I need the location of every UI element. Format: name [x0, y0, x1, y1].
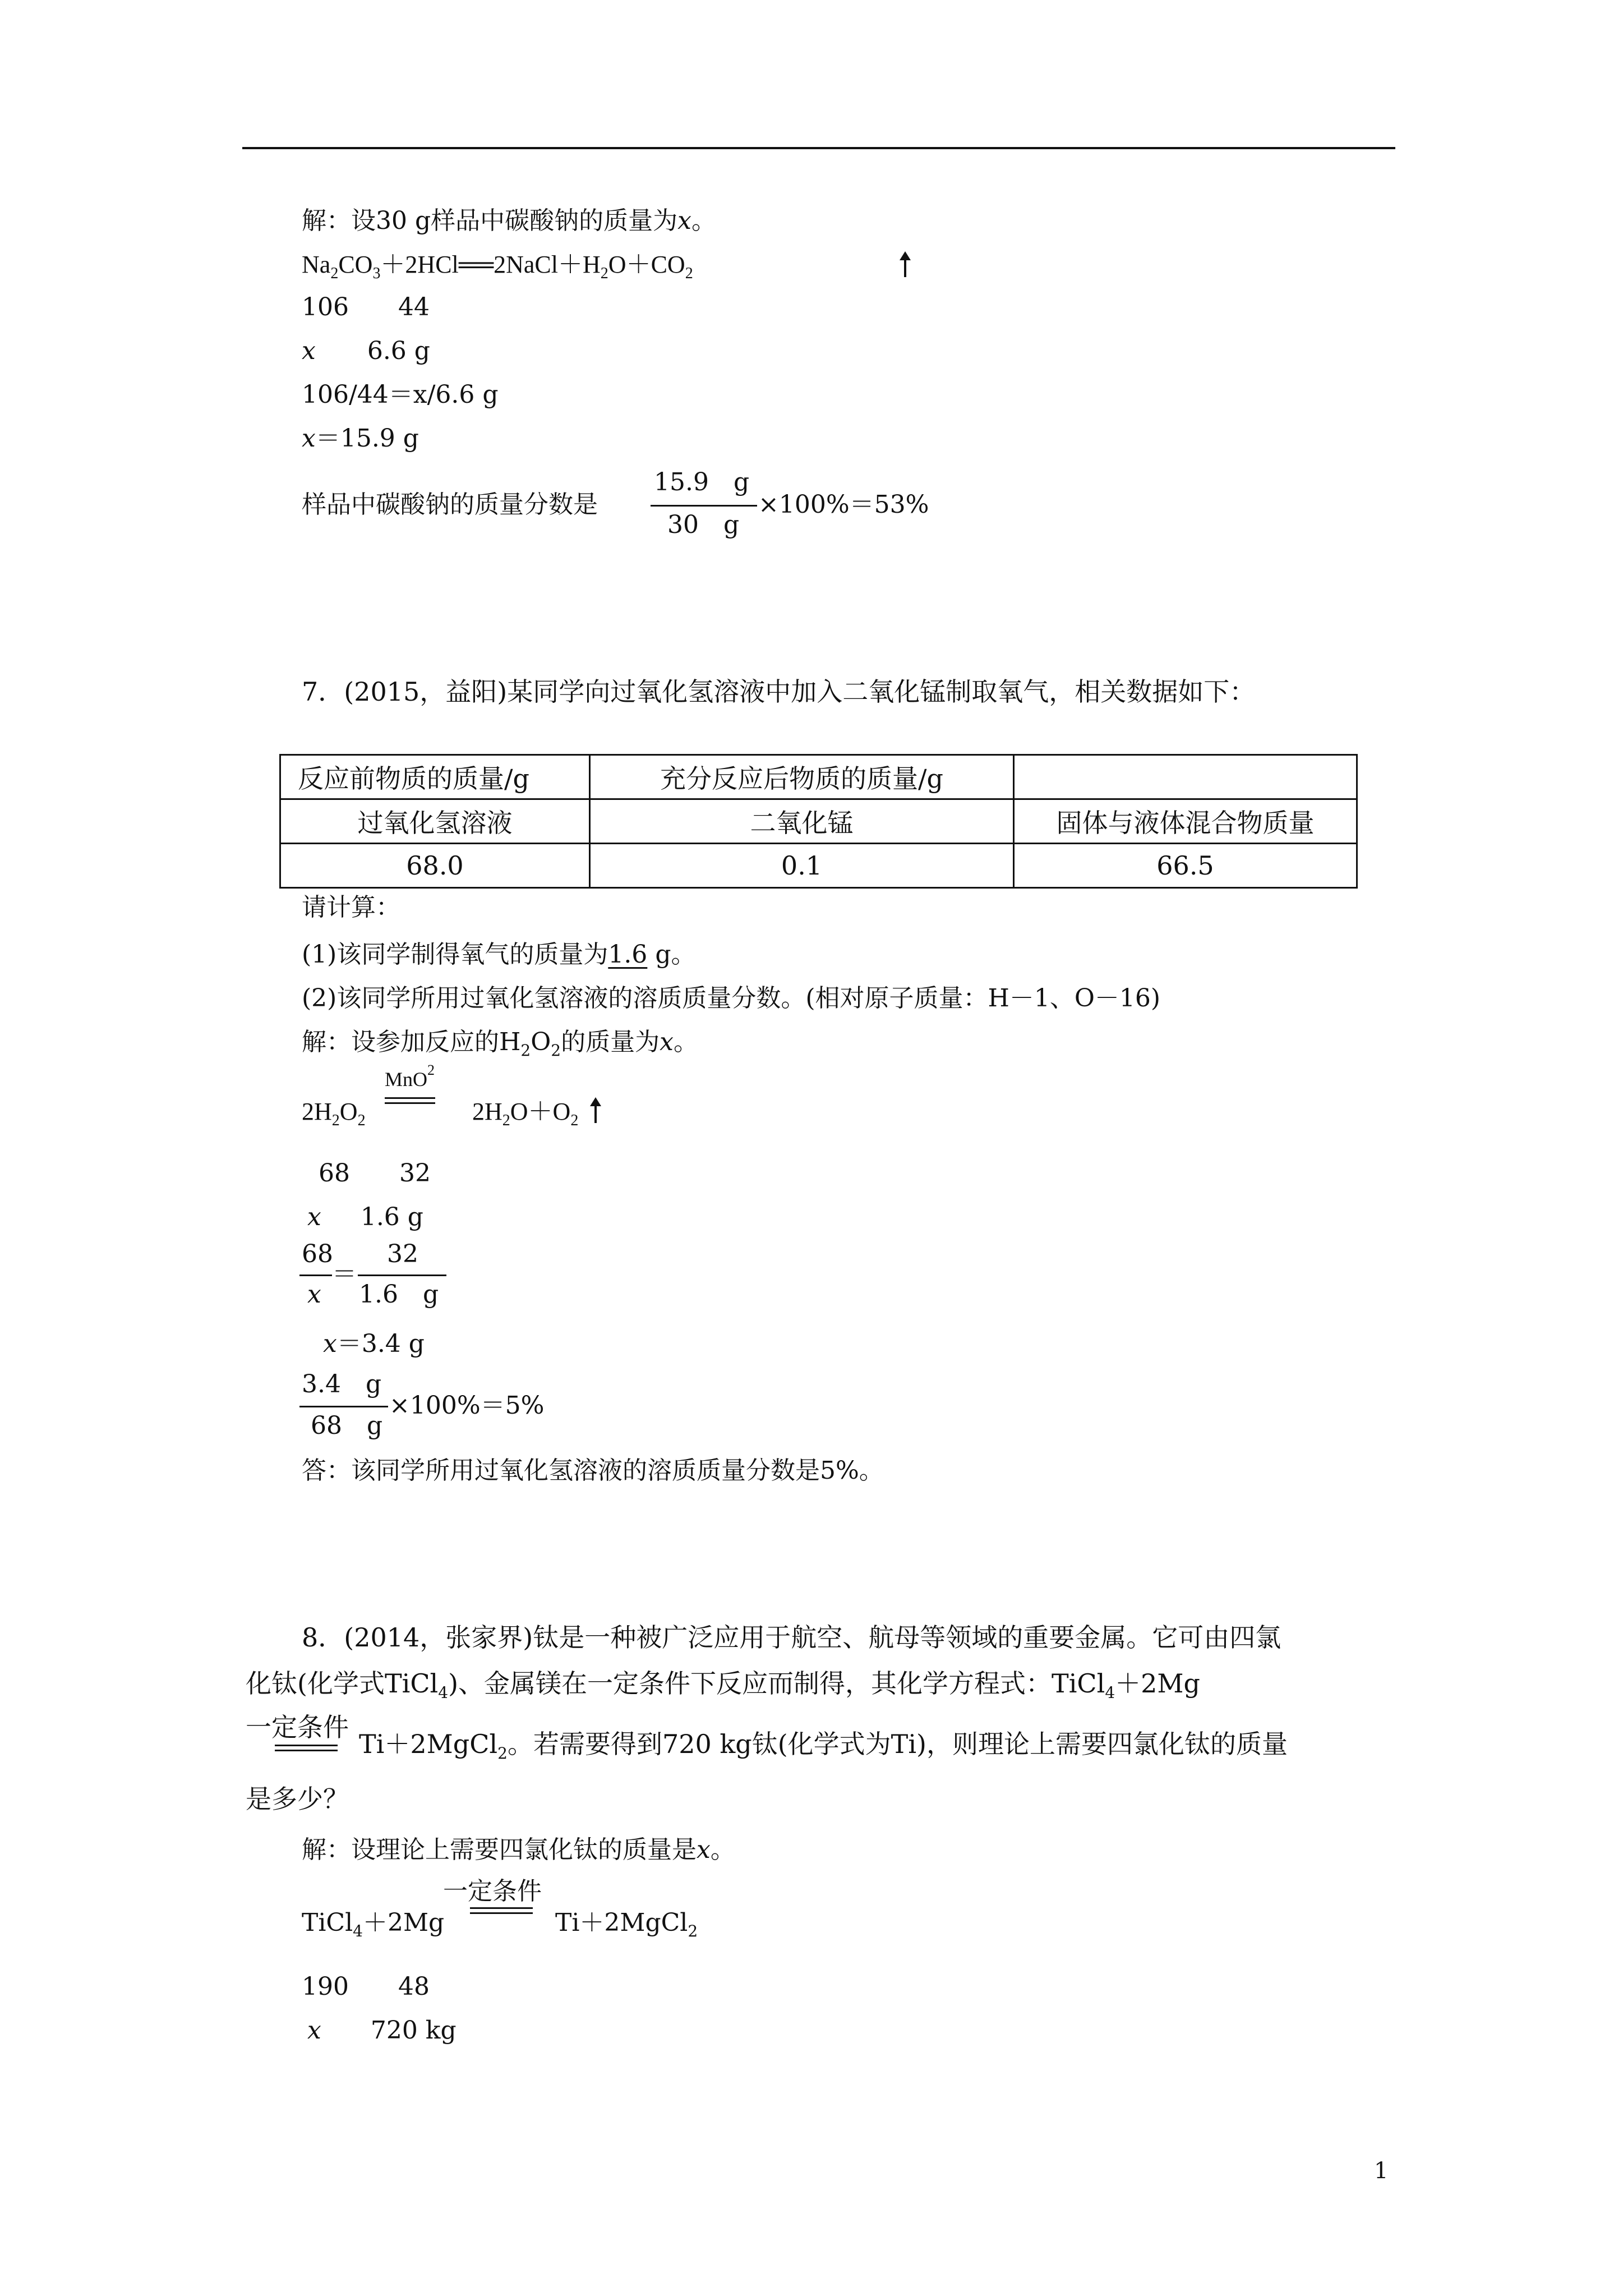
q7-ask: 请计算：: [302, 893, 400, 922]
q8-eq-condition: 一定条件: [443, 1877, 542, 1906]
q7-frac2-bar: [358, 1274, 446, 1276]
q6-chemical-equation: $Na_2CO_3+2HCl══2NaCl+H_2O+CO_2$: [302, 251, 693, 282]
q7-data-table: [279, 754, 1358, 889]
q7-frac3-denominator: 68 g: [311, 1411, 383, 1440]
q6-ratio-values: x 6.6 g: [302, 337, 430, 365]
table-cell: 68.0: [280, 844, 590, 888]
table-row: [280, 844, 1357, 888]
table-header-cell: 充分反应后物质的质量/g: [590, 755, 1014, 799]
table-header-cell: 反应前物质的质量/g: [280, 755, 590, 799]
table-cell: 二氧化锰: [590, 799, 1014, 844]
q6-fraction-denominator: 30 g: [667, 510, 740, 539]
q7-eq-left: $2H_2O_2$: [302, 1098, 366, 1129]
q7-frac2-denominator: 1.6 g: [359, 1280, 439, 1309]
q8-condition-inline: 一定条件: [246, 1712, 349, 1742]
table-cell: 固体与液体混合物质量: [1014, 799, 1357, 844]
q6-proportion: 106/44＝x/6.6 g: [302, 380, 499, 409]
table-header-cell: [1014, 755, 1357, 799]
up-arrow-icon: [898, 250, 912, 278]
table-row: [280, 799, 1357, 844]
q8-eq-sign-inline: [275, 1745, 338, 1751]
q7-result: x＝3.4 g: [323, 1329, 425, 1358]
q6-fraction-numerator: 15.9 g: [654, 468, 750, 496]
q8-eq-sign: [470, 1907, 533, 1914]
q6-fraction-bar: [651, 505, 757, 507]
q6-solution-intro: 解：设30 g样品中碳酸钠的质量为x。: [302, 206, 716, 235]
q7-eq-condition: MnO$^2$: [385, 1062, 435, 1091]
q8-eq-left: TiCl$_4$＋2Mg: [302, 1908, 445, 1940]
q6-fraction-tail: ×100%＝53%: [758, 490, 929, 519]
q8-line3: Ti＋2MgCl$_2$。若需要得到720 kg钛(化学式为Ti)，则理论上需要四氯化钛的质量: [359, 1729, 1288, 1763]
q6-ratio-numbers: 106 44: [302, 293, 430, 321]
q7-ratio-values: x 1.6 g: [307, 1203, 423, 1231]
q7-ratio-numbers: 68 32: [319, 1159, 431, 1188]
q6-fraction-label: 样品中碳酸钠的质量分数是: [302, 490, 598, 519]
q7-frac3-tail: ×100%＝5%: [389, 1391, 545, 1420]
up-arrow-icon: [589, 1096, 602, 1124]
q8-line2: 化钛(化学式TiCl$_4$)、金属镁在一定条件下反应而制得，其化学方程式：TiCl$_4$＋2Mg: [246, 1668, 1200, 1702]
q8-ratio-numbers: 190 48: [302, 1972, 430, 2001]
q6-result: x＝15.9 g: [302, 424, 419, 453]
q7-eq-sign: [385, 1097, 435, 1104]
page-number: 1: [1374, 2158, 1389, 2184]
q8-eq-right: Ti＋2MgCl$_2$: [555, 1908, 698, 1940]
q7-part2: (2)该同学所用过氧化氢溶液的溶质质量分数。(相对原子质量：H－1、O－16): [302, 984, 1161, 1013]
q7-answer: 答：该同学所用过氧化氢溶液的溶质质量分数是5%。: [302, 1456, 884, 1485]
table-cell: 66.5: [1014, 844, 1357, 888]
table-cell: 0.1: [590, 844, 1014, 888]
q7-equals: ＝: [332, 1260, 357, 1289]
q8-line4: 是多少？: [246, 1784, 349, 1814]
q7-frac3-numerator: 3.4 g: [302, 1370, 382, 1398]
q8-solution-intro: 解：设理论上需要四氯化钛的质量是x。: [302, 1835, 735, 1864]
q7-frac1-numerator: 68: [302, 1240, 333, 1268]
q7-solution-intro: 解：设参加反应的$H_2O_2$的质量为x。: [302, 1028, 698, 1060]
table-row: [280, 755, 1357, 799]
q7-frac1-denominator: x: [307, 1280, 321, 1309]
q7-frac2-numerator: 32: [387, 1240, 418, 1268]
q8-ratio-values: x 720 kg: [307, 2016, 457, 2045]
table-cell: 过氧化氢溶液: [280, 799, 590, 844]
q7-frac3-bar: [299, 1406, 388, 1407]
q7-frac1-bar: [299, 1274, 332, 1276]
q7-part1: (1)该同学制得氧气的质量为1.6 g。: [302, 940, 696, 969]
q7-eq-right: $2H_2O+O_2$: [472, 1098, 579, 1129]
header-rule: [242, 147, 1395, 149]
q8-line1: 8．(2014，张家界)钛是一种被广泛应用于航空、航母等领域的重要金属。它可由四氯: [302, 1622, 1281, 1653]
q7-title: 7．(2015，益阳)某同学向过氧化氢溶液中加入二氧化锰制取氧气，相关数据如下：: [302, 677, 1256, 707]
